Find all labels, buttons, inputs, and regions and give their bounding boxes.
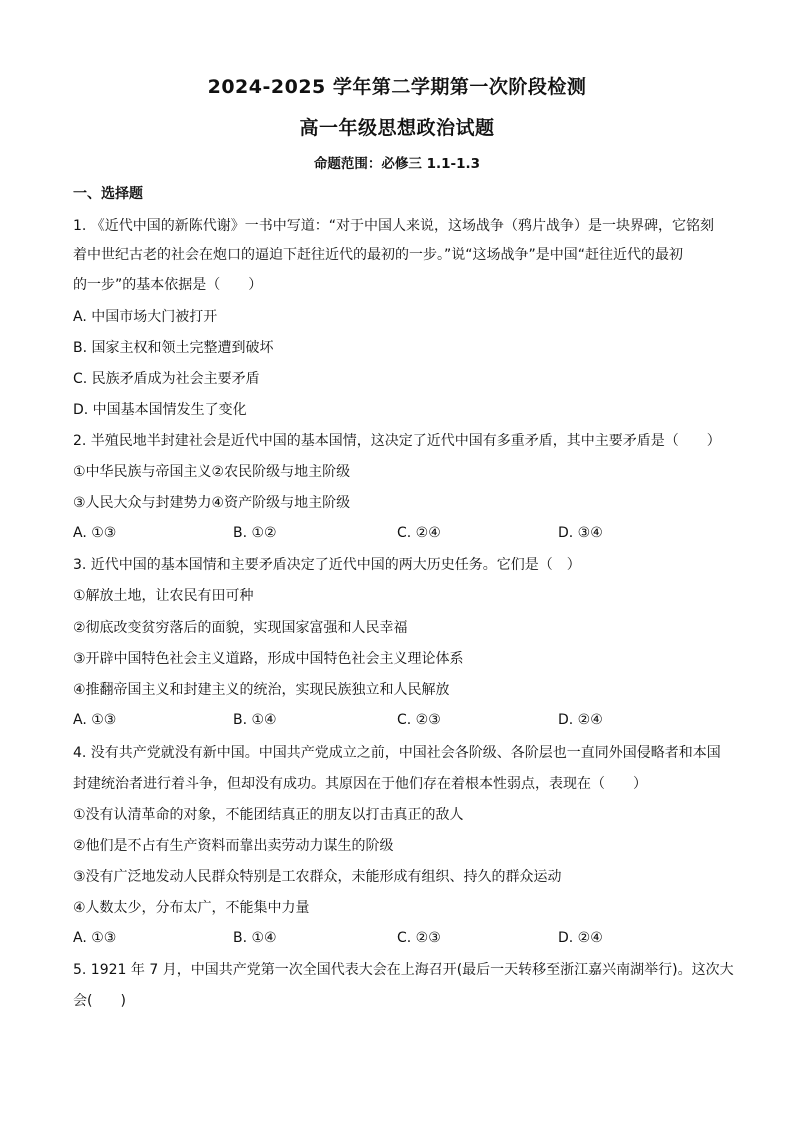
question-4-option-c: C. ②③: [397, 930, 441, 946]
question-3-line: 3. 近代中国的基本国情和主要矛盾决定了近代中国的两大历史任务。它们是（ ）: [73, 557, 581, 573]
question-1-line: 着中世纪古老的社会在炮口的逼迫下赶往近代的最初的一步。”说“这场战争”是中国“赶往近代的最初: [73, 247, 684, 263]
question-4-option-a: A. ①③: [73, 930, 117, 946]
question-2-option-c: C. ②④: [397, 525, 441, 541]
section-heading: 一、选择题: [73, 186, 143, 202]
question-3-line: ③开辟中国特色社会主义道路，形成中国特色社会主义理论体系: [73, 651, 464, 667]
question-1-line: 的一步”的基本依据是（ ）: [73, 277, 263, 293]
question-1-option-b: B. 国家主权和领土完整遭到破坏: [73, 340, 274, 356]
question-3-options: [73, 712, 733, 730]
question-5-line: 5. 1921 年 7 月，中国共产党第一次全国代表大会在上海召开(最后一天转移至浙江嘉兴南湖举行)。这次大: [73, 962, 734, 978]
question-3-line: ①解放土地，让农民有田可种: [73, 588, 254, 604]
question-4-line: ①没有认清革命的对象，不能团结真正的朋友以打击真正的敌人: [73, 807, 464, 823]
question-3-line: ④推翻帝国主义和封建主义的统治，实现民族独立和人民解放: [73, 682, 450, 698]
question-3-option-d: D. ②④: [558, 712, 603, 728]
question-1-option-d: D. 中国基本国情发生了变化: [73, 402, 247, 418]
question-2-option-b: B. ①②: [233, 525, 277, 541]
exam-subtitle: 高一年级思想政治试题: [299, 117, 495, 139]
question-2-options: [73, 525, 733, 543]
question-4-line: ④人数太少，分布太广，不能集中力量: [73, 900, 310, 916]
question-4-line: ②他们是不占有生产资料而靠出卖劳动力谋生的阶级: [73, 838, 394, 854]
question-3-line: ②彻底改变贫穷落后的面貌，实现国家富强和人民幸福: [73, 620, 408, 636]
question-3-option-b: B. ①④: [233, 712, 277, 728]
question-4-option-d: D. ②④: [558, 930, 603, 946]
question-3-option-a: A. ①③: [73, 712, 117, 728]
question-4-line: ③没有广泛地发动人民群众特别是工农群众，未能形成有组织、持久的群众运动: [73, 869, 562, 885]
question-5-line: 会( ): [73, 993, 126, 1009]
question-1-option-c: C. 民族矛盾成为社会主要矛盾: [73, 371, 260, 387]
question-1-option-a: A. 中国市场大门被打开: [73, 309, 218, 325]
question-2-option-d: D. ③④: [558, 525, 603, 541]
question-4-line: 4. 没有共产党就没有新中国。中国共产党成立之前，中国社会各阶级、各阶层也一直同外国侵略者和本国: [73, 745, 721, 761]
question-2-line: ③人民大众与封建势力④资产阶级与地主阶级: [73, 495, 351, 511]
question-2-option-a: A. ①③: [73, 525, 117, 541]
question-2-line: 2. 半殖民地半封建社会是近代中国的基本国情，这决定了近代中国有多重矛盾，其中主要矛盾是（ ）: [73, 433, 721, 449]
question-1-line: 1. 《近代中国的新陈代谢》一书中写道：“对于中国人来说，这场战争（鸦片战争）是一块界碑，它铭刻: [73, 218, 715, 234]
exam-scope: 命题范围：必修三 1.1-1.3: [313, 156, 481, 172]
question-4-options: [73, 930, 733, 948]
question-3-option-c: C. ②③: [397, 712, 441, 728]
question-4-line: 封建统治者进行着斗争，但却没有成功。其原因在于他们存在着根本性弱点，表现在（ ）: [73, 776, 647, 792]
question-4-option-b: B. ①④: [233, 930, 277, 946]
exam-title: 2024-2025 学年第二学期第一次阶段检测: [207, 76, 587, 98]
question-2-line: ①中华民族与帝国主义②农民阶级与地主阶级: [73, 464, 351, 480]
